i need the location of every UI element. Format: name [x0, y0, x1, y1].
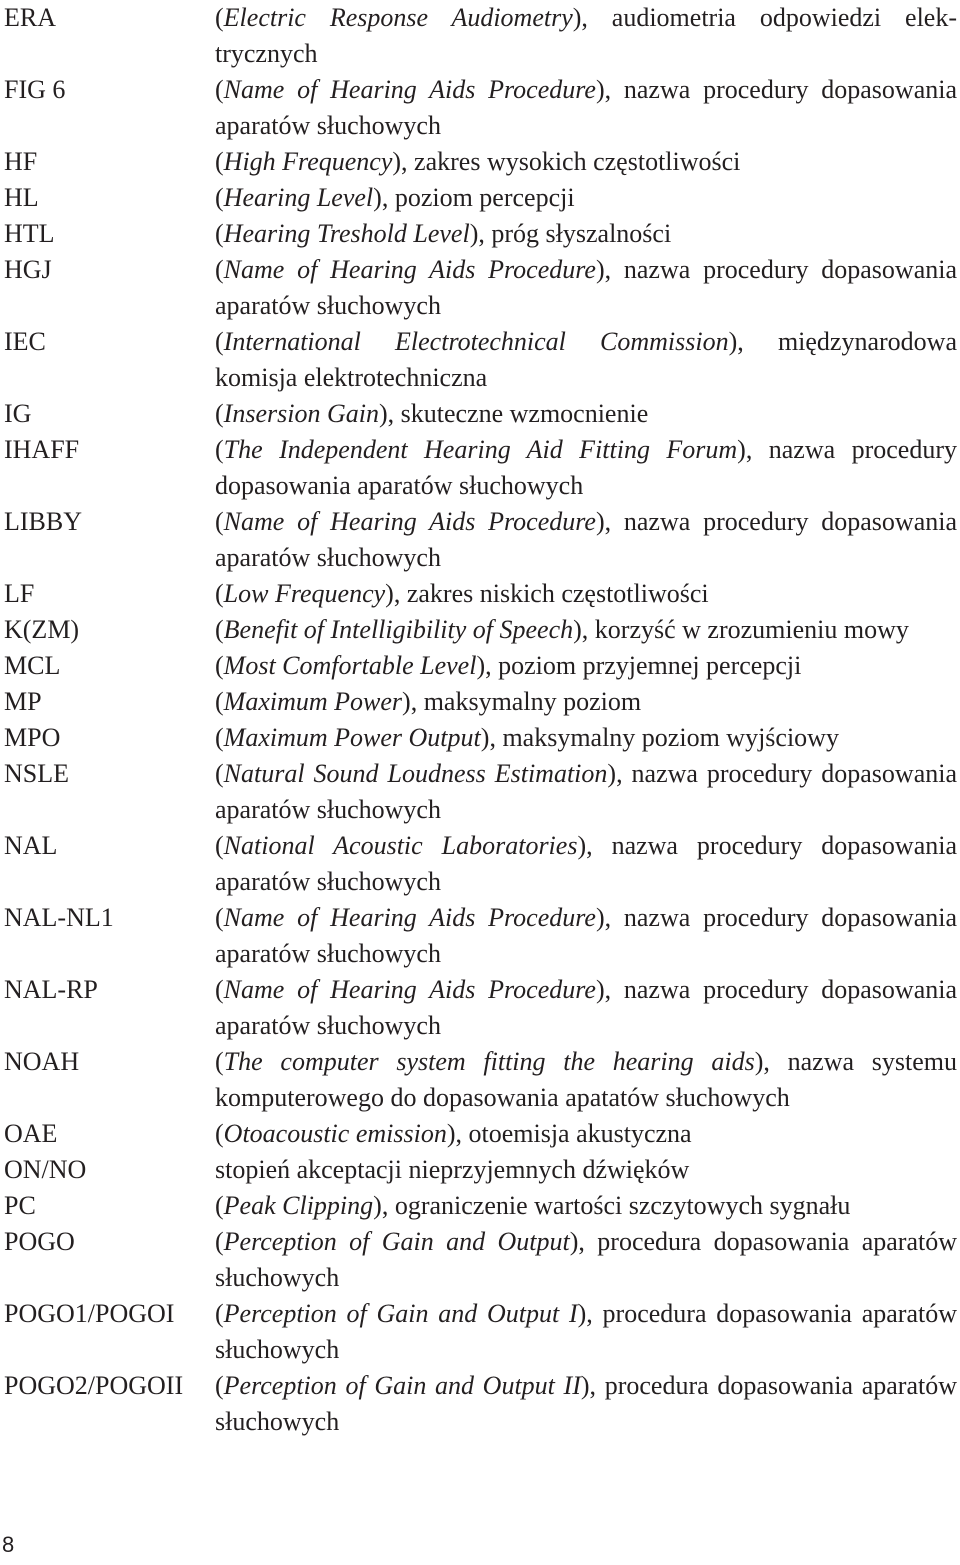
english-expansion: Maximum Power Output	[223, 723, 481, 752]
abbreviation-definition: (Hearing Level), poziom percepcji	[215, 183, 575, 212]
abbreviation-term: K(ZM)	[4, 615, 80, 644]
abbreviation-definition: (Hearing Treshold Level), próg słyszalności	[215, 219, 672, 248]
english-expansion: Perception of Gain and Output I	[223, 1299, 578, 1328]
abbreviation-term: NSLE	[4, 759, 69, 788]
abbreviation-definition: (Otoacoustic emission), otoemisja akustyczna	[215, 1119, 692, 1148]
glossary-entry	[4, 396, 957, 432]
glossary-entry	[4, 612, 957, 648]
polish-description: , nazwa systemu komputerowego do dopasowania apatatów słuchowych	[215, 1047, 958, 1112]
polish-description: , procedura dopasowania aparatów słuchowych	[215, 1371, 957, 1436]
abbreviation-term: HL	[4, 183, 39, 212]
glossary-entry	[4, 504, 957, 576]
abbreviation-definition: (Benefit of Intelligibility of Speech), korzyść w zrozumieniu mowy	[215, 615, 909, 644]
polish-description: , nazwa procedury dopasowania aparatów słuchowych	[215, 903, 958, 968]
abbreviation-term: IEC	[4, 327, 46, 356]
glossary-entry	[4, 1116, 957, 1152]
abbreviation-term: NAL-NL1	[4, 903, 114, 932]
glossary-entry	[4, 1044, 957, 1116]
glossary-entry	[4, 144, 957, 180]
polish-description: , ograniczenie wartości szczytowych sygnału	[381, 1191, 851, 1220]
glossary-entry	[4, 900, 957, 972]
abbreviation-term: POGO	[4, 1227, 75, 1256]
abbreviation-term: LIBBY	[4, 507, 82, 536]
glossary-entry	[4, 1368, 957, 1440]
glossary-entry	[4, 828, 957, 900]
glossary-entry	[4, 1296, 957, 1368]
abbreviation-term: LF	[4, 579, 35, 608]
abbreviation-term: NAL	[4, 831, 58, 860]
polish-description: , korzyść w zrozumieniu mowy	[581, 615, 909, 644]
english-expansion: Electric Response Audiometry	[223, 3, 573, 32]
glossary-entry	[4, 684, 957, 720]
polish-description: , nazwa procedury dopasowania aparatów słuchowych	[215, 507, 958, 572]
glossary-entry	[4, 756, 957, 828]
abbreviation-definition: (Perception of Gain and Output I), procedura dopasowania aparatów słuchowych	[215, 1299, 957, 1364]
polish-description: , procedura dopasowania aparatów słuchowych	[215, 1299, 957, 1364]
glossary-entry	[4, 576, 957, 612]
glossary-entry	[4, 324, 957, 396]
abbreviation-definition: (Name of Hearing Aids Procedure), nazwa procedury dopasowania aparatów słuchowych	[215, 507, 958, 572]
english-expansion: Benefit of Intelligibility of Speech	[223, 615, 574, 644]
english-expansion: Maximum Power	[223, 687, 403, 716]
abbreviation-definition: (Name of Hearing Aids Procedure), nazwa procedury dopasowania aparatów słuchowych	[215, 975, 958, 1040]
glossary-entry	[4, 1224, 957, 1296]
polish-description: , skuteczne wzmocnienie	[387, 399, 649, 428]
english-expansion: Perception of Gain and Output	[223, 1227, 570, 1256]
polish-description: , nazwa procedury dopasowania aparatów słuchowych	[215, 75, 958, 140]
glossary-entry	[4, 648, 957, 684]
abbreviation-definition: (The computer system fitting the hearing aids), nazwa systemu komputerowego do dopasowania apatatów słuchowych	[215, 1047, 958, 1112]
abbreviation-definition: (Peak Clipping), ograniczenie wartości szczytowych sygnału	[215, 1191, 851, 1220]
glossary-entry	[4, 972, 957, 1044]
abbreviation-term: ERA	[4, 3, 56, 32]
english-expansion: Name of Hearing Aids Procedure	[223, 507, 596, 536]
english-expansion: Name of Hearing Aids Procedure	[223, 255, 596, 284]
abbreviation-definition: (High Frequency), zakres wysokich częstotliwości	[215, 147, 741, 176]
english-expansion: Name of Hearing Aids Procedure	[223, 75, 596, 104]
abbreviation-term: FIG 6	[4, 75, 66, 104]
english-expansion: Name of Hearing Aids Procedure	[223, 903, 596, 932]
abbreviation-term: POGO1/POGOI	[4, 1299, 175, 1328]
glossary-entry	[4, 180, 957, 216]
polish-description: , procedura dopasowania aparatów słuchowych	[215, 1227, 957, 1292]
abbreviation-definition: (Name of Hearing Aids Procedure), nazwa procedury dopasowania aparatów słuchowych	[215, 255, 958, 320]
english-expansion: National Acoustic Laboratories	[223, 831, 578, 860]
polish-description: , próg słyszalności	[478, 219, 672, 248]
polish-description: , nazwa procedury dopasowania aparatów słuchowych	[215, 831, 958, 896]
glossary-entry	[4, 252, 957, 324]
english-expansion: Natural Sound Loudness Estimation	[223, 759, 608, 788]
english-expansion: International Electrotechnical Commission	[223, 327, 729, 356]
abbreviation-definition: (Low Frequency), zakres niskich częstotliwości	[215, 579, 709, 608]
polish-description: , otoemisja akustyczna	[455, 1119, 692, 1148]
abbreviation-term: PC	[4, 1191, 36, 1220]
glossary-entry	[4, 216, 957, 252]
abbreviation-term: IHAFF	[4, 435, 80, 464]
glossary-entry	[4, 0, 957, 72]
glossary-entry	[4, 432, 957, 504]
abbreviation-definition: (Maximum Power), maksymalny poziom	[215, 687, 642, 716]
polish-description: , poziom przyjemnej percepcji	[485, 651, 802, 680]
abbreviation-definition: (National Acoustic Laboratories), nazwa procedury dopasowania aparatów słuchowych	[215, 831, 958, 896]
abbreviation-definition: (Perception of Gain and Output II), procedura dopasowania aparatów słuchowych	[215, 1371, 957, 1436]
polish-description: , nazwa procedury dopasowania aparatów słuchowych	[215, 975, 958, 1040]
abbreviation-definition: (Insersion Gain), skuteczne wzmocnienie	[215, 399, 649, 428]
abbreviation-term: HF	[4, 147, 38, 176]
abbreviation-definition	[215, 1152, 957, 1188]
polish-description: , nazwa procedury dopasowania aparatów słuchowych	[215, 759, 957, 824]
abbreviation-term: HTL	[4, 219, 55, 248]
polish-description: stopień akceptacji nieprzyjemnych dźwięków	[215, 1155, 690, 1184]
glossary-entry	[4, 720, 957, 756]
abbreviation-term: MPO	[4, 723, 61, 752]
english-expansion: The Independent Hearing Aid Fitting Forum	[223, 435, 738, 464]
abbreviation-definition: (International Electrotechnical Commission), międzynarodowa komisja elektrotechniczna	[215, 327, 957, 392]
abbreviation-definition: (Natural Sound Loudness Estimation), nazwa procedury dopasowania aparatów słuchowych	[215, 759, 957, 824]
abbreviation-definition: (Maximum Power Output), maksymalny poziom wyjściowy	[215, 723, 839, 752]
abbreviation-term: MP	[4, 687, 42, 716]
polish-description: , nazwa procedury dopasowania aparatów słuchowych	[215, 255, 958, 320]
english-expansion: Name of Hearing Aids Procedure	[223, 975, 596, 1004]
polish-description: , maksymalny poziom wyjściowy	[489, 723, 839, 752]
page-number: 8	[2, 1532, 15, 1557]
english-expansion: The computer system fitting the hearing aids	[223, 1047, 755, 1076]
polish-description: , nazwa procedury dopasowania aparatów słuchowych	[215, 435, 957, 500]
english-expansion: Hearing Treshold Level	[223, 219, 470, 248]
polish-description: , zakres wysokich częstotliwości	[401, 147, 741, 176]
polish-description: , audiometria odpowiedzi elektrycznych	[215, 3, 957, 68]
polish-description: , międzynarodowa komisja elektrotechniczna	[215, 327, 957, 392]
abbreviation-term: OAE	[4, 1119, 58, 1148]
abbreviation-term: POGO2/POGOII	[4, 1371, 184, 1400]
glossary-entry	[4, 72, 957, 144]
abbreviation-definition: (Name of Hearing Aids Procedure), nazwa procedury dopasowania aparatów słuchowych	[215, 75, 958, 140]
abbreviation-definition: (Electric Response Audiometry), audiometria odpowiedzi elektrycznych	[215, 3, 957, 68]
english-expansion: Peak Clipping	[223, 1191, 374, 1220]
abbreviation-term: MCL	[4, 651, 61, 680]
polish-description: , poziom percepcji	[381, 183, 575, 212]
glossary-entry	[4, 1152, 957, 1188]
abbreviation-definition: (The Independent Hearing Aid Fitting Forum), nazwa procedury dopasowania aparatów słuchowych	[215, 435, 957, 500]
glossary-entry	[4, 1188, 957, 1224]
abbreviation-term: NOAH	[4, 1047, 80, 1076]
abbreviation-list	[4, 0, 957, 1440]
abbreviation-definition: (Name of Hearing Aids Procedure), nazwa procedury dopasowania aparatów słuchowych	[215, 903, 958, 968]
english-expansion: High Frequency	[223, 147, 393, 176]
abbreviation-term: NAL-RP	[4, 975, 98, 1004]
english-expansion: Hearing Level	[223, 183, 374, 212]
abbreviation-definition: (Perception of Gain and Output), procedura dopasowania aparatów słuchowych	[215, 1227, 957, 1292]
english-expansion: Insersion Gain	[223, 399, 379, 428]
english-expansion: Low Frequency	[223, 579, 386, 608]
polish-description: , zakres niskich częstotliwości	[393, 579, 709, 608]
english-expansion: Most Comfortable Level	[223, 651, 477, 680]
abbreviation-term: IG	[4, 399, 32, 428]
abbreviation-definition: (Most Comfortable Level), poziom przyjemnej percepcji	[215, 651, 802, 680]
english-expansion: Perception of Gain and Output II	[223, 1371, 581, 1400]
abbreviation-term: HGJ	[4, 255, 52, 284]
abbreviation-term: ON/NO	[4, 1155, 87, 1184]
polish-description: , maksymalny poziom	[410, 687, 642, 716]
english-expansion: Otoacoustic emission	[223, 1119, 447, 1148]
